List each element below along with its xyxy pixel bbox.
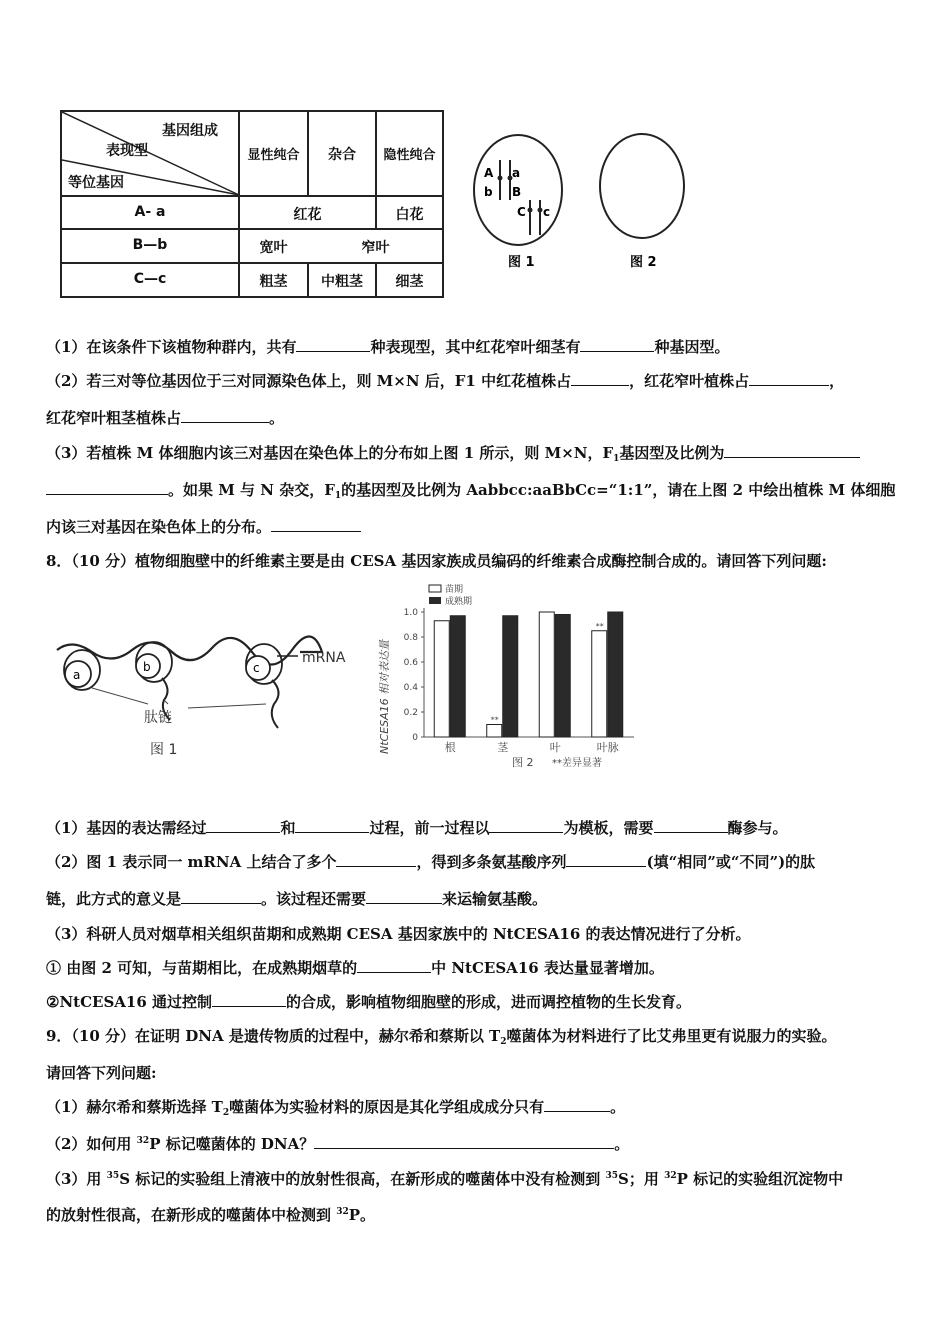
- chart-bar-seedling: [539, 612, 554, 737]
- header-gene: 基因组成: [162, 123, 218, 139]
- q8-blank-5[interactable]: [336, 852, 416, 867]
- q8-part3: （3）科研人员对烟草相关组织苗期和成熟期 CESA 基因家族中的 NtCESA16 的表达情况进行了分析。: [46, 925, 751, 943]
- centromere-3: [528, 208, 533, 213]
- ribosome-figure: [52, 600, 372, 770]
- q7-part3-line2: 。如果 M 与 N 杂交，$F_1$的基因型及比例为 Aabbcc:aaBbCc=“1:1”，请在上图 2 中绘出植株 M 体细胞: [46, 480, 895, 506]
- row-c-allele: C—c: [133, 271, 167, 287]
- chart-bar-mature: [608, 612, 623, 737]
- centromere-1: [498, 176, 503, 181]
- col-dominant: 显性纯合: [247, 148, 300, 163]
- q7-part2-line1: （2）若三对等位基因位于三对同源染色体上，则 M×N 后，F1 中红花植株占 ，红花窄叶植株占 ，: [46, 372, 845, 390]
- q9-intro-2: 请回答下列问题:: [46, 1064, 157, 1082]
- q7-blank-6[interactable]: [724, 443, 860, 458]
- chart-bar-mature: [503, 616, 518, 737]
- chart-category-label: 根: [444, 741, 456, 754]
- q7-blank-1[interactable]: [296, 337, 370, 352]
- row-c-thin: 细茎: [395, 274, 424, 290]
- chart-category-label: 叶脉: [596, 741, 619, 754]
- ribosome-fig-caption: 图 1: [150, 742, 178, 758]
- q7-blank-5[interactable]: [181, 408, 269, 423]
- chart-category-label: 叶: [549, 741, 561, 754]
- chart-bar-seedling: [434, 621, 449, 737]
- chart-caption: 图 2: [512, 756, 534, 769]
- row-a-red: 红花: [293, 207, 322, 223]
- q7-blank-8[interactable]: [271, 517, 361, 532]
- peptide-c: [272, 680, 279, 728]
- chart-ytick-label: 0.8: [403, 633, 418, 643]
- q8-part3-2: ②NtCESA16 通过控制 的合成，影响植物细胞壁的形成，进而调控植物的生长发育。: [46, 993, 692, 1011]
- chart-ytick-label: 0.2: [403, 708, 418, 718]
- q8-blank-8[interactable]: [366, 889, 442, 904]
- chart-ytick-label: 0.6: [403, 658, 418, 668]
- header-pheno: 表现型: [106, 143, 148, 159]
- chart-ylabel: NtCESA16 相对表达量: [378, 639, 391, 754]
- col-recessive: 隐性纯合: [383, 148, 436, 163]
- q7-blank-3[interactable]: [571, 371, 629, 386]
- gene-label-c: c: [543, 205, 551, 219]
- chart-bar-mature: [555, 615, 570, 738]
- q8-blank-4[interactable]: [654, 818, 728, 833]
- mrna-label: mRNA: [302, 650, 346, 666]
- leader-a: [92, 688, 148, 704]
- q7-part3-line1: （3）若植株 M 体细胞内该三对基因在染色体上的分布如上图 1 所示，则 M×N，$F_1$基因型及比例为: [46, 443, 860, 469]
- q9-part1: （1）赫尔希和蔡斯选择 $T_2$噬菌体为实验材料的原因是其化学组成成分只有 。: [46, 1098, 626, 1118]
- legend-label-mature: 成熟期: [445, 597, 473, 607]
- q8-blank-3[interactable]: [489, 818, 563, 833]
- q9-part3-line1: （3）用 $^{35}$S 标记的实验组上清液中的放射性很高，在新形成的噬菌体中没有检测到 $^{35}$S；用 $^{32}$P 标记的实验组沉淀物中: [46, 1170, 844, 1188]
- fig1-caption: 图 1: [508, 255, 535, 270]
- q7-part1: （1）在该条件下该植物种群内，共有 种表现型，其中红花窄叶细茎有 种基因型。: [46, 338, 730, 356]
- q9-blank-2[interactable]: [314, 1134, 614, 1149]
- q8-blank-1[interactable]: [206, 818, 280, 833]
- q8-part1: （1）基因的表达需经过 和 过程，前一过程以 为模板，需要 酶参与。: [46, 819, 788, 837]
- leader-b: [164, 700, 168, 704]
- row-b-allele: B—b: [132, 237, 168, 253]
- q8-part2-line2: 链，此方式的意义是 。该过程还需要 来运输氨基酸。: [46, 890, 548, 908]
- chart-note: **差异显著: [552, 758, 602, 769]
- q8-blank-6[interactable]: [566, 852, 646, 867]
- q8-blank-10[interactable]: [212, 992, 286, 1007]
- chart-bar-seedling: [487, 725, 502, 738]
- gene-label-b: b: [484, 185, 493, 199]
- row-a-white: 白花: [395, 207, 424, 223]
- q8-intro: 8．（10 分）植物细胞壁中的纤维素主要是由 CESA 基因家族成员编码的纤维素合成酶控制合成的。请回答下列问题:: [46, 552, 827, 570]
- gene-table: [60, 110, 444, 298]
- chart-bar-mature: [450, 616, 465, 737]
- q7-part2-line2: 红花窄叶粗茎植株占 。: [46, 409, 285, 427]
- leader-c: [188, 704, 266, 708]
- fig2-caption: 图 2: [630, 255, 657, 270]
- chart-significance-mark: **: [490, 715, 499, 725]
- legend-swatch-seedling: [429, 585, 441, 592]
- row-c-thick: 粗茎: [259, 274, 288, 290]
- ribosome-label-a: a: [73, 668, 81, 682]
- gene-label-C: C: [517, 205, 526, 219]
- q7-blank-4[interactable]: [749, 371, 829, 386]
- ribosome-label-c: c: [253, 661, 260, 675]
- q7-part3-line3: 内该三对基因在染色体上的分布。: [46, 517, 361, 537]
- chart-category-label: 茎: [497, 741, 509, 754]
- chart-bar-seedling: [592, 631, 607, 737]
- legend-label-seedling: 苗期: [445, 585, 464, 595]
- row-c-medium: 中粗茎: [321, 274, 363, 290]
- cell-2: [600, 134, 684, 238]
- q8-part2-line1: （2）图 1 表示同一 mRNA 上结合了多个 ，得到多条氨基酸序列 (填“相同”或“不同”)的肽: [46, 853, 816, 871]
- q7-blank-7[interactable]: [46, 480, 168, 495]
- peptide-label: 肽链: [144, 710, 172, 726]
- chart-ytick-label: 1.0: [403, 608, 418, 618]
- q8-blank-9[interactable]: [357, 958, 431, 973]
- q7-blank-2[interactable]: [580, 337, 654, 352]
- gene-label-A: A: [484, 166, 494, 180]
- chart-ytick-label: 0.4: [403, 683, 418, 693]
- header-allele: 等位基因: [68, 175, 124, 191]
- centromere-4: [538, 208, 543, 213]
- ribosome-label-b: b: [143, 660, 151, 674]
- col-hetero: 杂合: [328, 147, 356, 163]
- q9-part2: （2）如何用 $^{32}$P 标记噬菌体的 DNA？ 。: [46, 1135, 630, 1153]
- q8-blank-7[interactable]: [181, 889, 261, 904]
- gene-label-B: B: [512, 185, 522, 199]
- row-a-allele: A- a: [134, 204, 166, 220]
- gene-label-a: a: [512, 166, 521, 180]
- q9-part3-line2: 的放射性很高，在新形成的噬菌体中检测到 $^{32}$P。: [46, 1206, 376, 1224]
- legend-swatch-mature: [429, 597, 441, 604]
- cell-figures: [470, 130, 700, 280]
- q8-part3-1: ① 由图 2 可知，与苗期相比，在成熟期烟草的 中 NtCESA16 表达量显著增加。: [46, 959, 664, 977]
- q8-blank-2[interactable]: [295, 818, 369, 833]
- row-b-wide: 宽叶: [259, 240, 288, 256]
- q9-intro: 9．（10 分）在证明 DNA 是遗传物质的过程中，赫尔希和蔡斯以 $T_2$噬菌体为材料进行了比艾弗里更有说服力的实验。: [46, 1027, 837, 1047]
- q9-blank-1[interactable]: [544, 1097, 610, 1112]
- row-b-narrow: 窄叶: [361, 240, 390, 256]
- chart-significance-mark: **: [595, 621, 604, 631]
- expression-bar-chart: [372, 582, 642, 778]
- chart-ytick-label: 0: [412, 733, 418, 743]
